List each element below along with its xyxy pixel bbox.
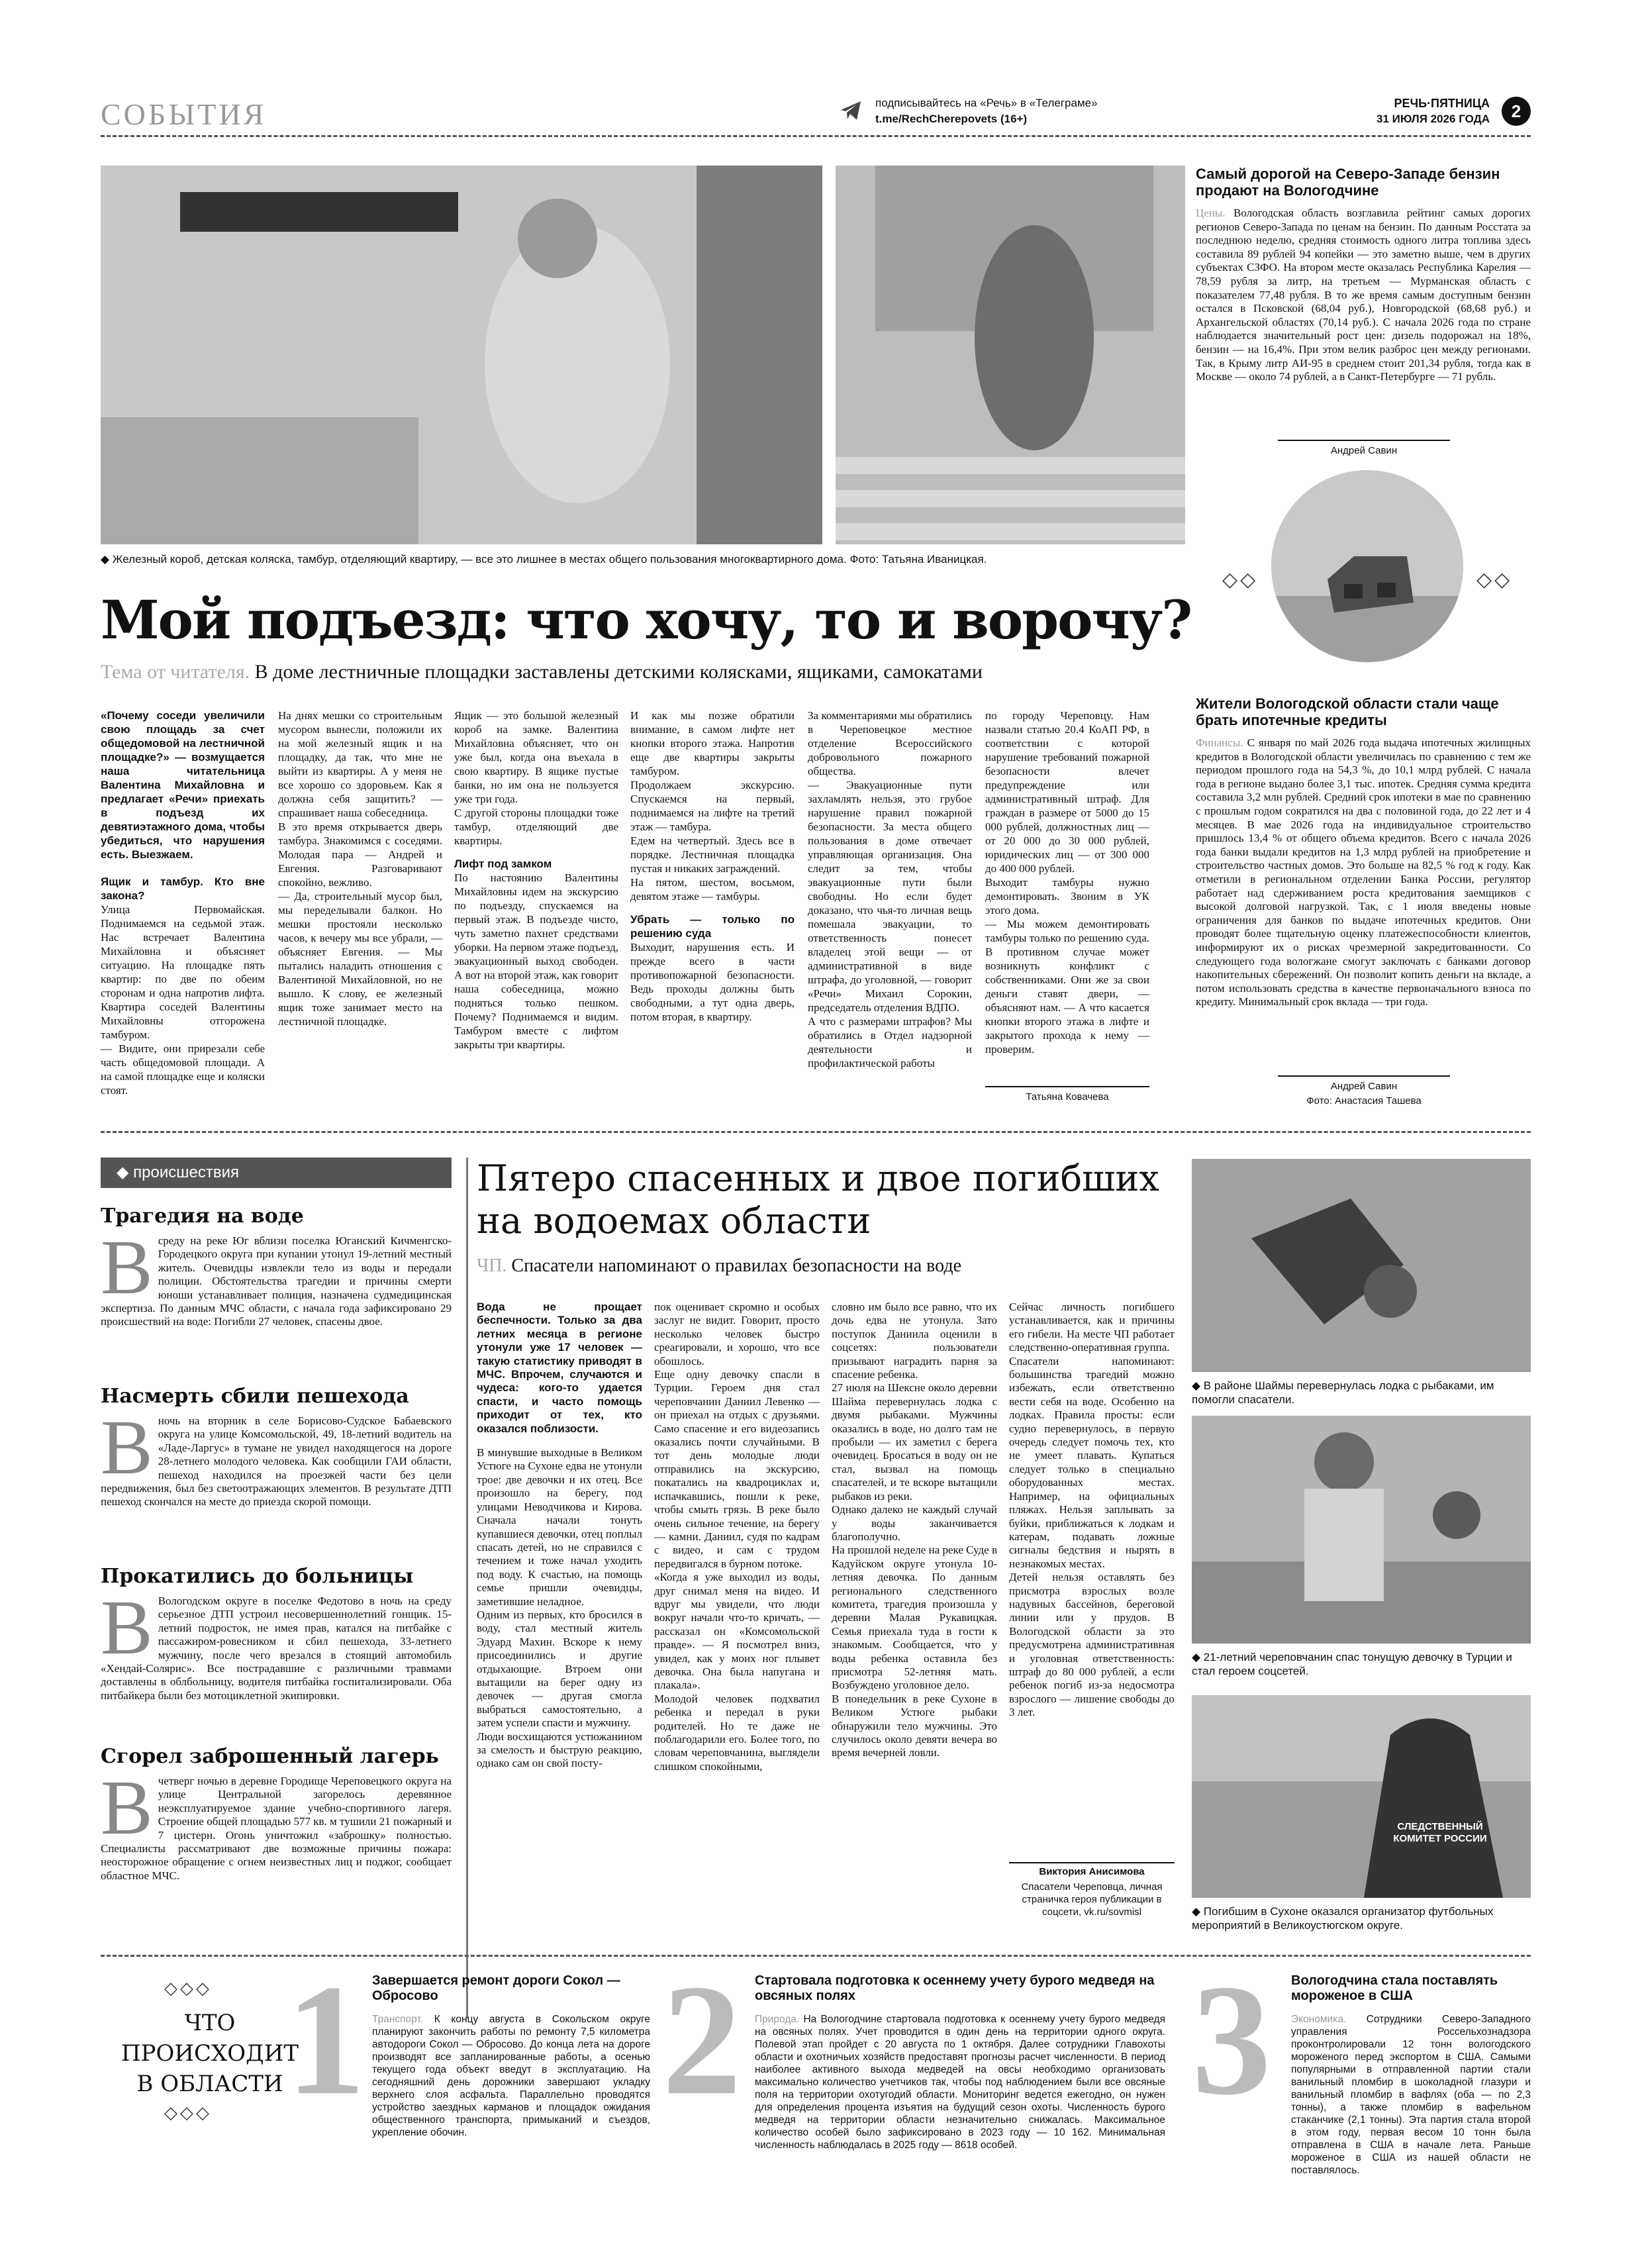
main-text-5: За комментариями мы обратились в Череповецкое местное отделение Всероссийского добровольного пожарного общества. — Эвакуационные пути захламлять нельзя, это грубое нарушение правил пожарной безопасности. За места общего пользования в доме отвечает управляющая организация. Она следит за тем, чтобы эвакуационные пути были свободны. Но если будет доказано, что чья-то личная вещь помешала эвакуации, то ответственность понесет владелец этой вещи — от административной в виде штрафа, до уголовной, — говорит «Речи» Михаил Сорокин, председатель отделения ВДПО. А что с размерами штрафов? Мы обратились в Отдел надзорной деятельности и профилактической работы (808, 709, 972, 1069)
brief-title: Завершается ремонт дороги Сокол — Обросово (372, 1973, 620, 2003)
water-text-3: словно им было все равно, что их дочь едва не утонула. Зато поступок Даниила оценили в соцсетях: пользователи призывают наградить парня за спасение ребенка. 27 июля на Шексне около деревни Шайма перевернулась лодка с двумя рыбаками. Мужчины оказались в воде, но долго там не пробыли — их заметил с берега очевидец. Бросаться в воду он не стал, вызвал на помощь спасателей, и те вскоре вытащили рыбаков из реки. Однако далеко не каждый случай у воды заканчивается благополучно. На прошлой неделе на реке Суде в Кадуйском округе утонула 10-летняя девочка. По данным регионального следственного комитета, трагедия произошла у деревни Малая Рукавицкая. Семья приехала туда в гости к знакомым. Сообщается, что у воды ребенка оставила без присмотра 52-летняя мать. Возбуждено уголовное дело. В понедельник в реке Сухоне в Великом Устюге рыбаки обнаружили тело мужчины. Это случилось около девяти вечера во время вечерней ловли. (832, 1301, 997, 1759)
side-top-author: Андрей Савин (1330, 445, 1398, 456)
water-col-3 (832, 1301, 997, 1760)
water-text-2: пок оценивает скромно и особых заслуг не видит. Говорит, просто несколько человек быстро среагировали, и хорошо, что все обошлось. Еще одну девочку спасли в Турции. Героем дня стал череповчанин Даниил Левенко — он приехал на отдых с друзьями. Само спасение и его видеозапись оказались почти случайными. В тот день молодые люди отправились на экскурсию, покатались на квадроциклах и, испачкавшись, пошли к реке, чтобы смыть грязь. В реке было очень сильное течение, на берегу — камни. Даниил, судя по кадрам с видео, и сам с трудом передвигался в бурном потоке. «Когда я уже выходил из воды, друг снимал меня на видео. И вдруг мы увидели, что люди вокруг начали что-то кричать, — рассказал он «Комсомольской правде». — Я посмотрел вниз, увидел, как у моих ног плывет девочка. Она была напугана и плакала». Молодой человек подхватил ребенка и передал в руки родителей. Но те даже не поблагодарили его. Более того, по словам череповчанина, выглядели слишком спокойными, (654, 1301, 820, 1773)
incident-item (101, 1744, 452, 1924)
side-mid-photo-credit: Фото: Анастасия Ташева (1306, 1095, 1422, 1107)
incidents-label: ◆ происшествия (101, 1158, 452, 1188)
brief-number: 1 (286, 1951, 365, 2128)
side-top-body: Вологодская область возглавила рейтинг самых дорогих регионов Северо-Запада по ценам на бензин. По данным Росстата за последнюю неделю, средняя стоимость одного литра топлива здесь составила 89 рублей 94 копейки — это заметно выше, чем в других субъектах СЗФО. На втором месте оказалась Республика Карелия — 78,59 рубля за литр, на третьем — Мурманская область с показателем 77,48 рубля. В то же время самым доступным бензин остался в Псковской (68,04 руб.), Новгородской (68,68 руб.) и Архангельской областях (70,14 руб.). С начала 2026 года по стране наблюдается значительный рост цен: дизель подорожал на 18%, бензин — на 16,4%. При этом велик разброс цен между регионами. Так, в Крыму литр АИ-95 в среднем стоит 201,34 рубля, тогда как в Москве — около 74 рублей, а в Санкт-Петербурге — 71 рубль. (1196, 207, 1531, 383)
brief-tag: Транспорт. (372, 2014, 424, 2025)
ornament-bottom-icon: ◇◇◇ (164, 2103, 212, 2123)
brief-number: 2 (662, 1951, 742, 2128)
brief-number: 3 (1192, 1951, 1271, 2128)
subhead-lift: Лифт под замком (454, 858, 552, 870)
brief-title: Стартовала подготовка к осеннему учету бурого медведя на овсяных полях (755, 1973, 1155, 2003)
main-text-1: Улица Первомайская. Поднимаемся на седьмой этаж. Нас встречает Валентина Михайловна и объясняет ситуацию. На площадке пять квартир: по две по обеим сторонам и одна напротив лифта. Квартира соседей Валентины Михайловны отгорожена тамбуром. — Видите, они прирезали себе часть общедомовой площади. А на самой площадке еще и коляски стоят. (101, 903, 265, 1097)
round-photo-box (1271, 470, 1463, 662)
telegram-link[interactable]: t.me/RechCherepovets (16+) (875, 113, 1028, 125)
water-tag: ЧП. (477, 1256, 507, 1276)
main-text-2: На днях мешки со строительным мусором вынесли, положили их на мой железный ящик и на площадку, да так, что мне не выйти из квартиры. А у меня не все хорошо со здоровьем. Как я должна себя защитить? — спрашивает наша собеседница. В это время открывается дверь тамбура. Знакомимся с соседями. Молодая пара — Андрей и Евгения. Разговаривают спокойно, вежливо. — Да, строительный мусор был, мы переделывали балкон. Но мешки простояли несколько часов, к вечеру мы все убрали, — объясняет Евгения. — Мы пытались наладить отношения с Валентиной Михайловной, но не вышло. К слову, ее железный ящик тоже занимает место на лестничной площадке. (278, 709, 442, 1028)
label-line-1: ЧТО (184, 2010, 236, 2036)
ornament-right-icon: ◇◇ (1476, 568, 1513, 591)
incident-title: Прокатились до больницы (101, 1565, 414, 1588)
main-text-3: Ящик — это большой железный короб на замке. Валентина Михайловна объясняет, что он уже был, когда она въехала в свою квартиру. В ящике пустые банки, но им она не пользуется уже три года. С другой стороны площадки тоже тамбур, отделяющий две квартиры. (454, 709, 618, 847)
label-line-2: ПРОИСХОДИТ (121, 2040, 299, 2067)
incident-title: Насмерть сбили пешехода (101, 1385, 409, 1408)
paper-name: РЕЧЬ·ПЯТНИЦА (1394, 97, 1490, 110)
water-subtitle-text: Спасатели напоминают о правилах безопасности на воде (511, 1256, 962, 1276)
telegram-icon (840, 99, 862, 122)
main-col-5 (808, 709, 972, 1070)
brief-title: Вологодчина стала поставлять мороженое в США (1291, 1973, 1498, 2003)
main-author: Татьяна Ковачева (1026, 1091, 1109, 1103)
brief-3 (1192, 1951, 1531, 2176)
main-text-4b: Выходит, нарушения есть. И прежде всего в части противопожарной безопасности. Ведь проходы должны быть свободными, а тут одна дверь, потом вторая, в квартиру. (630, 941, 795, 1023)
side-mid-author: Андрей Савин (1330, 1081, 1398, 1092)
water-lead: Вода не прощает беспечности. Только за два летних месяца в регионе утонули уже 17 человек — такую статистику приводят в МЧС. Впрочем, случаются и чудеса: кого-то удается спасти, и часто помощь приходит от тех, кто оказался поблизости. (477, 1301, 642, 1435)
water-col-4 (1009, 1301, 1175, 1720)
side-mid-tag: Финансы. (1196, 736, 1243, 749)
incident-item (101, 1204, 452, 1384)
drop-cap: В (101, 1224, 153, 1310)
drop-cap: В (101, 1584, 153, 1671)
main-text-6: по городу Череповцу. Нам назвали статью 20.4 КоАП РФ, в соответствии с которой нарушение требований пожарной безопасности влечет предупреждение или административный штраф. Для граждан в размере от 5000 до 15 000 рублей, должностных лиц — от 20 000 до 30 000 рублей, юридических лиц — от 300 000 до 400 000 рублей. Выходит тамбуры нужно демонтировать. Звоним в УК этого дома. — Мы можем демонтировать тамбуры только по решению суда. В противном случае может возникнуть конфликт с собственниками. Они же за свои деньги ставят двери, — объясняют нам. — А что касается кнопки второго этажа в лифте и закрытого прохода к нему — проверим. (985, 709, 1149, 1056)
water-caption-2: ◆ 21-летний череповчанин спас тонущую девочку в Турции и стал героем соцсетей. (1192, 1651, 1512, 1677)
main-text-4: И как мы позже обратили внимание, в самом лифте нет кнопки второго этажа. Напротив еще две квартиры закрыты тамбуром. Продолжаем экскурсию. Спускаемся на первый, поднимаемся на лифте на третий этаж — тамбура. Едем на четвертый. Здесь все в порядке. Лестничная площадка пустая и никаких заграждений. На пятом, шестом, восьмом, девятом этаже — тамбуры. (630, 709, 795, 903)
drop-cap: В (101, 1764, 153, 1851)
top-photo-caption: ◆ Железный короб, детская коляска, тамбур, отделяющий квартиру, — все это лишнее в местах общего пользования многоквартирного дома. Фото: Татьяна Иваницкая. (101, 553, 987, 566)
vest-text: СЛЕДСТВЕННЫЙ КОМИТЕТ РОССИИ (1393, 1821, 1487, 1844)
main-subtitle-text: В доме лестничные площадки заставлены детскими колясками, ящиками, самокатами (254, 661, 983, 683)
photo-investigator (1192, 1695, 1531, 1898)
side-mid-title: Жители Вологодской области стали чаще брать ипотечные кредиты (1196, 695, 1499, 728)
water-credit: Спасатели Череповца, личная страничка героя публикации в соцсети, vk.ru/sovmisl (1021, 1881, 1163, 1918)
caption-bullet-icon: ◆ (1192, 1651, 1204, 1663)
photo-capsized-boat (1192, 1159, 1531, 1372)
water-caption-3: ◆ Погибшим в Сухоне оказался организатор футбольных мероприятий в Великоустюгском округе. (1192, 1905, 1494, 1932)
brief-1 (286, 1951, 657, 2172)
main-intro: «Почему соседи увеличили свою площадь за счет общедомовой на лестничной площадке?» — возмущается наша читательница Валентина Михайловна и предлагает «Речи» приехать в подъезд их девятиэтажного дома, чтобы убедиться, что нарушения есть. Выезжаем. (101, 709, 265, 861)
brief-2 (662, 1951, 1179, 2172)
label-line-3: В ОБЛАСТИ (136, 2071, 283, 2097)
main-col-2 (278, 709, 442, 1028)
ornament-top-icon: ◇◇◇ (164, 1979, 212, 1998)
side-top-tag: Цены. (1196, 207, 1226, 219)
incident-text: среду на реке Юг вблизи поселка Юганский Кичменгско-Городецкого округа при купании утонул 19-летний местный житель. Очевидцы извлекли тело из воды и передали полиции. Обстоятельства трагедии и причины смерти юноши устанавливает полиция, назначена судмедицинская экспертиза. По данным МЧС области, с начала года зафиксировано 29 происшествий на воде: Погибли 27 человек, спасены двое. (101, 1234, 452, 1328)
main-tag: Тема от читателя. (101, 661, 250, 683)
water-author: Виктория Анисимова (1039, 1866, 1145, 1877)
drop-cap: В (101, 1404, 153, 1491)
subhead-court: Убрать — только по решению суда (630, 913, 795, 940)
side-mid-body: С января по май 2026 года выдача ипотечных жилищных кредитов в Вологодской области увеличилась по сравнению с тем же периодом прошлого года на 54,3 %, до 10,1 млрд рублей. С начала года в регионе выдано более 3,1 тыс. ипотек. Средняя сумма кредита составила 3,2 млн рублей. Средний срок ипотеки в мае по сравнению с прошлым годом сократился на два с половиной года, до 22 лет и 4 месяцев. В мае 2026 года на индивидуальное строительство пришлось 13,4 % от общего объема кредитов. Всего с начала 2026 года банки выдали кредитов на 1,3 млрд рублей на приобретение и строительство частных домов. Это больше на 82,5 % год к году. Как отметили в региональном отделении Банка России, регулятор работает над сдерживанием роста кредитования заемщиков с высокой долговой нагрузкой. Так, с 1 июля введены новые ограничения для банков по выдаче ипотечных кредитов. Они проводят более тщательную оценку платежеспособности клиентов, информируют их о рисках чрезмерной закредитованности. Со следующего года вологжане смогут заключать с банками договор накопительных сбережений. Он позволит копить деньги на вкладе, а потом использовать средства в качестве первоначального взноса по кредиту. Минимальный срок вклада — три года. (1196, 736, 1531, 1009)
side-mid-text (1196, 736, 1531, 1009)
photo-woman-at-box (101, 166, 822, 544)
brief-tag: Экономика. (1291, 2014, 1347, 2025)
main-subtitle (101, 661, 983, 683)
incident-title: Трагедия на воде (101, 1205, 304, 1228)
subscribe-line: подписывайтесь на «Речь» в «Телеграме» (875, 97, 1098, 109)
incident-text: четверг ночью в деревне Городище Череповецкого округа на улице Центральной загорелось деревянное неэксплуатируемое здание учебно-спортивного лагеря. Строение общей площадью 577 кв. м тушили 21 пожарный и 7 цистерн. Огонь уничтожил «заброшку» полностью. Специалисты рассматривают две возможные причины пожара: неосторожное обращение с огнем неизвестных лиц и поджог, сообщает областное МЧС. (101, 1775, 452, 1882)
main-col-3 (454, 709, 618, 1052)
water-caption-1: ◆ В районе Шаймы перевернулась лодка с рыбаками, им помогли спасатели. (1192, 1379, 1494, 1406)
main-col-1 (101, 709, 265, 1097)
label-diamond-icon: ◆ (117, 1163, 134, 1181)
photo-rescuer-turkey (1192, 1416, 1531, 1644)
caption-bullet-icon: ◆ (1192, 1379, 1204, 1392)
caption-bullet-icon: ◆ (1192, 1905, 1204, 1918)
page-number: 2 (1502, 97, 1531, 126)
water-text-4: Сейчас личность погибшего устанавливается, как и причины его гибели. На месте ЧП работает следственно-оперативная группа. Спасатели напоминают: большинства трагедий можно избежать, если ответственно вести себя на воде. Особенно на лодках. Правила просты: если судно перевернулось, в первую очередь следует помочь тех, кто не умеет плавать. Купаться следует только в специально оборудованных местах. Например, на официальных пляжах. Нельзя заплывать за буйки, приближаться к лодкам и катерам, подавать ложные сигналы бедствия и нырять в незнакомых местах. Детей нельзя оставлять без присмотра взрослых возле надувных бассейнов, береговой линии или у прудов. В Вологодской области за это предусмотрена административная и уголовная ответственность: штраф до 80 000 рублей, а если ребенок погиб из-за недосмотра взрослого — лишение свободы до 3 лет. (1009, 1301, 1175, 1719)
main-col-4 (630, 709, 795, 1024)
side-top-title: Самый дорогой на Северо-Западе бензин продают на Вологодчине (1196, 166, 1500, 199)
water-col-1 (477, 1301, 642, 1771)
incident-item (101, 1564, 452, 1744)
main-text-3b: По настоянию Валентины Михайловны идем на экскурсию по подъезду, спускаемся на первый этаж. В подъезде чисто, чуть заметно пахнет средствами уборки. На первом этаже подъезд, эвакуационный выход свободен. А вот на второй этаж, как говорит наша собеседница, можно подняться только пешком. Почему? Поднимаемся и видим. Тамбуром вместе с лифтом закрыты три квартиры. (454, 871, 618, 1051)
subhead-box-tambour: Ящик и тамбур. Кто вне закона? (101, 875, 265, 902)
photo-stairwell (836, 166, 1185, 544)
ornament-left-icon: ◇◇ (1222, 568, 1259, 591)
incidents-list (101, 1204, 452, 1924)
incident-text: ночь на вторник в селе Борисово-Судское Бабаевского округа на улице Комсомольской, 49, 18-летний водитель на «Ладе-Ларгус» в тумане не увидел находящегося на дороге 28-летнего молодого человека. Как сообщили ГАИ области, пешеход находился на проезжей части без цели передвижения, был без светоотражающих элементов. В результате ДТП пешеход скончался на месте до приезда скорой помощи. (101, 1414, 452, 1508)
main-headline: Мой подъезд: что хочу, то и ворочу? (101, 589, 1192, 651)
caption-bullet-icon: ◆ (101, 553, 113, 566)
water-col-2 (654, 1301, 820, 1773)
incident-title: Сгорел заброшенный лагерь (101, 1745, 439, 1768)
side-top-text (1196, 207, 1531, 384)
section-title: СОБЫТИЯ (101, 97, 267, 131)
issue-date: 31 ИЮЛЯ 2026 ГОДА (1376, 113, 1490, 125)
brief-text: Сотрудники Северо-Западного управления Россельхознадзора проконтролировали 12 тонн вологодского мороженого перед экспортом в США. Самыми популярными в отправленной партии стали ванильный пломбир в шоколадной глазури и ванильный пломбир в вафлях (оба — по 2,3 тонны), а также пломбир в вафельном стаканчике (2,1 тонны). Эта партия стала второй в этом году, первая весом 10 тонн была отправлена в США в начале лета. Раньше мороженое в США из нашей области не поставлялось. (1291, 2014, 1531, 2176)
brief-text: К концу августа в Сокольском округе планируют закончить работы по ремонту 7,5 километра автодороги Сокол — Обросово. До конца лета на дороге производят все запланированные работы, а осенью текущего года объект введут в эксплуатацию. На сегодняшний день дорожники завершают укладку верхнего слоя асфальта. Параллельно проводятся устройство заездных карманов и площадок ожидания общественного транспорта, примыканий и съездов, укрепление обочин. (372, 2014, 651, 2138)
brief-text: На Вологодчине стартовала подготовка к осеннему учету бурого медведя на овсяных полях. Учет проводится в один день на территории одного округа. Полевой этап пройдет с 20 августа по 1 октября. Далее сотрудники Главохоты области и охотничьих хозяйств предоставят прогнозы расчет численности. В период наиболее активного выхода медведей на овсы необходимо организовать максимально количество учетчиков так, чтобы под наблюдением были все овсяные поля на территории охотугодий области. Мониторинг ведется ежегодно, он нужен для определения процента изъятия на будущий сезон охоты. Численность бурого медведя на территории области незначительно снижалась. Максимальное количество особей было зафиксировано в 2023 году — 10 162. Минимальная численность наблюдалась в 2025 году — 8618 особей. (755, 2014, 1165, 2151)
incident-text: Вологодском округе в поселке Федотово в ночь на среду серьезное ДТП устроил несовершеннолетний гонщик. 15-летний подросток, не имея прав, катался на питбайке с пассажиром-ровесником и сбил пешехода, 33-летнего мужчину, после чего врезался в стоящий автомобиль «Хендай-Солярис». Все пострадавшие с различными травмами доставлены в облбольницу, водителя питбайка госпитализировали. Оба питбайкера были без мотоциклетной экипировки. (101, 1595, 452, 1702)
brief-tag: Природа. (755, 2014, 800, 2025)
water-subtitle (477, 1256, 961, 1277)
main-col-6 (985, 709, 1149, 1056)
water-headline: Пятеро спасенных и двое погибших на водоемах области (477, 1158, 1159, 1242)
incident-item (101, 1384, 452, 1564)
water-text-1: В минувшие выходные в Великом Устюге на Сухоне едва не утонули трое: две девочки и их отец. Все произошло на берегу, под улицами Неводчикова и Кирова. Сначала начали тонуть купавшиеся девочки, отец поплыл спасать детей, но не справился с течением и тоже начал уходить под воду. К счастью, на помощь семье пришли очевидцы, заметившие неладное. Одним из первых, кто бросился в воду, стал местный житель Эдуард Махин. Вскоре к нему присоединились и другие отдыхающие. Втроем они вытащили на берег одну из девочек — другая смогла выбраться самостоятельно, а затем успели спасти и мужчину. Люди восхищаются устюжанином за смелость и быструю реакцию, однако сам он свой посту- (477, 1446, 642, 1770)
